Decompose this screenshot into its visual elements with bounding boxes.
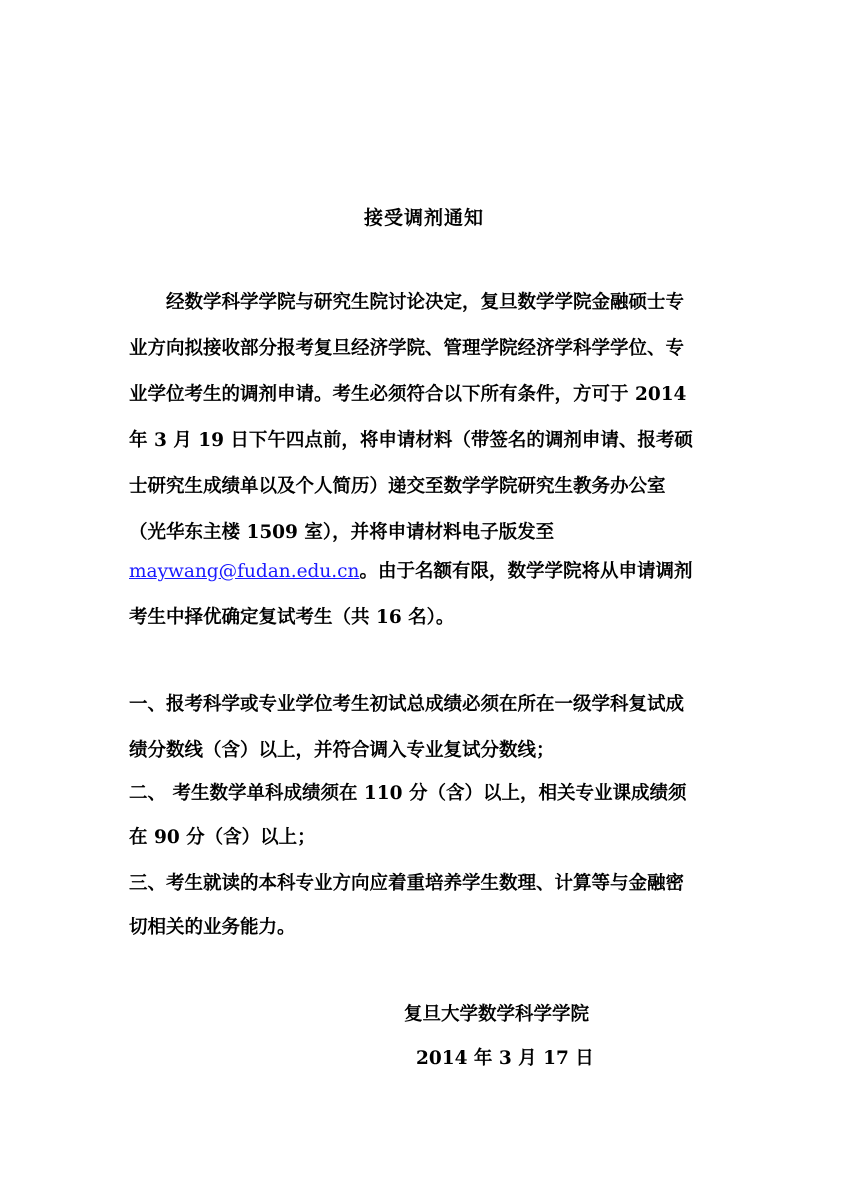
email-tail-text: 。由于名额有限，数学学院将从申请调剂 [359,561,693,582]
condition-line-4: 在 90 分（含）以上； [129,827,316,848]
condition-line-2: 绩分数线（含）以上，并符合调入专业复试分数线； [129,740,555,761]
condition-line-6: 切相关的业务能力。 [129,917,296,938]
intro-line-4: 年 3 月 19 日下午四点前，将申请材料（带签名的调剂申请、报考硕 [129,430,693,451]
intro-line-3: 业学位考生的调剂申请。考生必须符合以下所有条件，方可于 2014 [129,384,687,405]
condition-line-5: 三、考生就读的本科专业方向应着重培养学生数理、计算等与金融密 [129,873,685,894]
intro-line-2: 业方向拟接收部分报考复旦经济学院、管理学院经济学科学学位、专 [129,338,685,359]
condition-line-3: 二、 考生数学单科成绩须在 110 分（含）以上，相关专业课成绩须 [129,783,687,804]
email-link[interactable]: maywang@fudan.edu.cn [129,561,360,582]
signature-org: 复旦大学数学科学学院 [404,1004,590,1025]
intro-line-8: 考生中择优确定复试考生（共 16 名）。 [129,607,455,628]
intro-line-7 [129,557,692,587]
condition-line-1: 一、报考科学或专业学位考生初试总成绩必须在所在一级学科复试成 [129,694,685,715]
intro-line-6: （光华东主楼 1509 室），并将申请材料电子版发至 [129,522,555,543]
intro-line-1: 经数学科学学院与研究生院讨论决定，复旦数学学院金融硕士专 [129,292,685,313]
intro-line-5: 士研究生成绩单以及个人简历）递交至数学学院研究生教务办公室 [129,476,666,497]
document-title: 接受调剂通知 [363,207,484,229]
signature-date: 2014 年 3 月 17 日 [416,1048,594,1069]
